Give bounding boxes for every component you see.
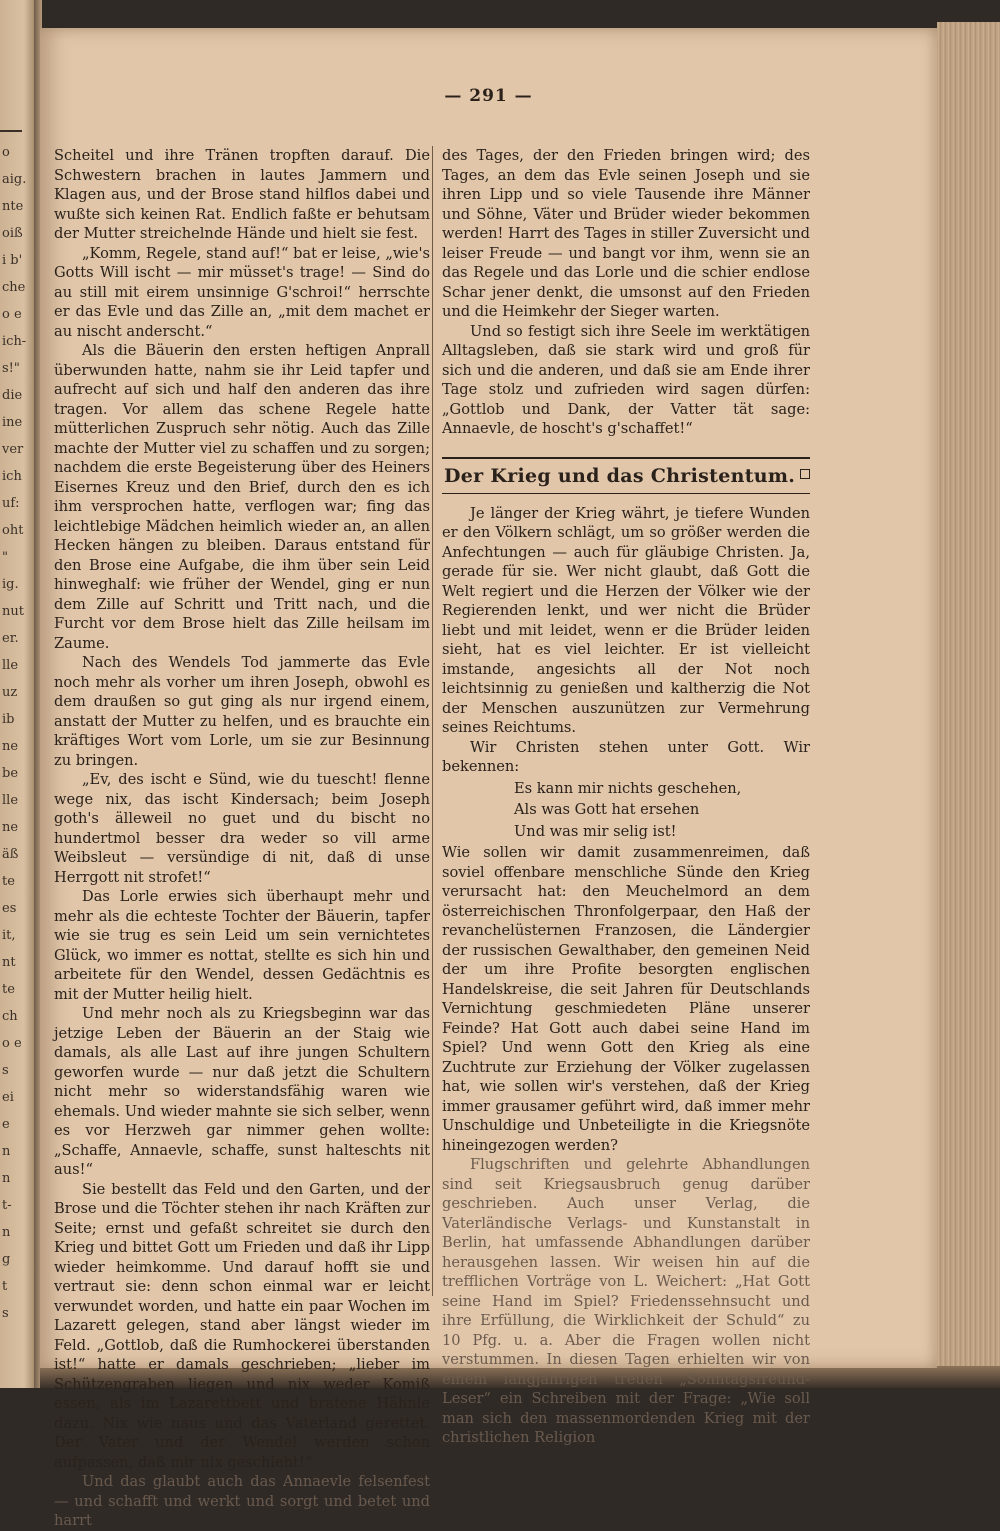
previous-page-fragment: ine: [2, 415, 23, 430]
previous-page-fragment: uz: [2, 685, 18, 700]
previous-page-fragment: ver: [2, 442, 24, 457]
previous-page-fragment: che: [2, 280, 26, 295]
previous-page-fragment: ne: [2, 820, 19, 835]
previous-page-fragment: s: [2, 1063, 9, 1078]
article-closing: Flugschriften und gelehrte Abhandlungen sind seit Kriegsausbruch genug darüber geschrieben. Auch unser Verlag, die Vaterländische Verlags- und Kunstanstalt in Berlin, hat umfassende Abhandlungen darüber herausgehen lassen. Wir weisen hin auf die trefflichen Vorträge von L. Weichert: „Hat Gott seine Hand im Spiel? Friedenssehnsucht und ihre Erfüllung, die Wirklichkeit der Schuld“ zu 10 Pfg. u. a. Aber die Fragen wollen nicht verstummen. In diesen Tagen erhielten wir von einem langjährigen treuen „Sonntagsfreund-Leser“ ein Schreiben mit der Frage: „Wie soll man sich den massenmordenden Krieg mit der christlichen Religion: [442, 1156, 810, 1446]
paragraph: Und das glaubt auch das Annaevle felsenfest — und schafft und werkt und sorgt und betet und harrt: [54, 1473, 430, 1529]
previous-page-fragment: t-: [2, 1198, 12, 1213]
right-column: [442, 146, 810, 1448]
previous-page-fragment: nte: [2, 199, 24, 214]
previous-page-fragment: te: [2, 982, 15, 997]
left-column: [54, 146, 430, 1531]
previous-page-fragment: g: [2, 1252, 11, 1267]
paragraph: des Tages, der den Frieden bringen wird; des Tages, an dem das Evle seinen Joseph und sie ihren Lipp und so viele Tausende ihre Männer und Söhne, Väter und Brüder wieder bekommen werden! Harrt des Tages in stiller Zuversicht und leiser Freude — und bangt vor ihm, wenn sie an das Regele und das Lorle und die schier endlose Schar jener denkt, die umsonst auf den Frieden und die Heimkehr der Sieger warten.: [442, 147, 810, 320]
paragraph: Das Lorle erwies sich überhaupt mehr und mehr als die echteste Tochter der Bäuerin, tapfer wie sie trug es sein Leid um sein vernichtetes Glück, wo immer es nottat, stellte es sich hin und arbeitete für den Wendel, dessen Gedächtnis es mit der Mutter heilig hielt.: [54, 888, 430, 1003]
paragraph: Scheitel und ihre Tränen tropften darauf. Die Schwestern brachen in lautes Jammern und Klagen aus, und der Brose stand hilflos dabei und wußte sich keinen Rat. Endlich faßte er behutsam der Mutter streichelnde Hände und hielt sie fest.: [54, 147, 430, 242]
article-intro: Je länger der Krieg währt, je tiefere Wunden er den Völkern schlägt, um so größer werden die Anfechtungen — auch für gläubige Christen. Ja, gerade für sie. Wer nicht glaubt, daß Gott die Welt regiert und die Herzen der Völker wie der Regierenden lenkt, und wer nicht die Brüder liebt und mit leidet, wenn er die Brüder leiden sieht, hat es viel leichter. Er ist vielleicht imstande, angesichts all der Not noch leichtsinnig zu genießen und kaltherzig die Not der Menschen auszunützen zur Vermehrung seines Reichtums.: [442, 504, 810, 736]
paragraph: „Ev, des ischt e Sünd, wie du tuescht! flenne wege nix, das ischt Kindersach; beim Joseph goth's älleweil no guet und du bischt no hundertmol besser dra weder so vill arme Weibsleut — versündige di nit, daß di unse Herrgott nit strofet!“: [54, 771, 430, 886]
previous-page-fragment: n: [2, 1225, 11, 1240]
square-ornament-icon: [800, 469, 810, 479]
previous-page-fragment: uf:: [2, 496, 20, 511]
previous-page-fragment: o e: [2, 307, 22, 322]
previous-page-fragment: t: [2, 1279, 8, 1294]
article-confession: Wir Christen stehen unter Gott. Wir bekennen:: [442, 738, 810, 775]
previous-page-fragment: s: [2, 1306, 9, 1321]
previous-page-fragment: nt: [2, 955, 16, 970]
paragraph: „Komm, Regele, stand auf!“ bat er leise, „wie's Gotts Will ischt — mir müsset's trage! — Sind do au still mit eirem unsinnige G'schroi!“ herrschte er das Evle und das Zille an, „mit dem machet er au nischt anderscht.“: [54, 244, 430, 340]
verse-line: Es kann mir nichts geschehen,: [514, 779, 742, 797]
book-page: [40, 28, 937, 1529]
previous-page-fragment: oht: [2, 523, 24, 538]
previous-page-fragment: lle: [2, 793, 19, 808]
previous-page-fragment: ne: [2, 739, 19, 754]
previous-page-fragment: lle: [2, 658, 19, 673]
previous-page-fragment: nut: [2, 604, 24, 619]
previous-page-fragment: ig.: [2, 577, 19, 592]
previous-page-fragment: oiß: [2, 226, 23, 241]
article-question: Wie sollen wir damit zusammenreimen, daß soviel offenbare menschliche Sünde den Krieg verursacht hat: den Meuchelmord an dem österreichischen Thronfolgerpaar, den Haß der revanchelüsternen Franzosen, die Ländergier der russischen Gewalthaber, den gemeinen Neid der um ihre Profite besorgten englischen Handelskreise, die seit Jahren für Deutschlands Vernichtung geschmiedeten Pläne unserer Feinde? Hat Gott auch dabei seine Hand im Spiel? Und wenn Gott den Krieg als eine Zuchtrute zur Erziehung der Völker zugelassen hat, wie sollen wir's verstehen, daß der Krieg immer grausamer geführt wird, daß immer mehr Unschuldige und Unbeteiligte in die Kriegsnöte hineingezogen werden?: [442, 844, 810, 1154]
previous-page-fragment: äß: [2, 847, 19, 862]
previous-page-fragment: o e: [2, 1036, 22, 1051]
paragraph: Als die Bäuerin den ersten heftigen Anprall überwunden hatte, nahm sie ihr Leid tapfer und aufrecht auf sich und half den anderen das ihre tragen. Vor allem das schene Regele hatte mütterlichen Zuspruch sehr nötig. Auch das Zille machte der Mutter viel zu schaffen und zu sorgen; nachdem die erste Begeisterung über des Heiners Eisernes Kreuz und den Brief, durch den es ich ihm versprochen hatte, verflogen war; fing das leichtlebige Mädchen heimlich wieder an, an allen Hecken hängen zu bleiben. Daraus entstand für den Brose eine Aufgabe, die ihm über sein Leid hinweghalf: wie früher der Wendel, ging er nun dem Zille auf Schritt und Tritt nach, und die Furcht vor dem Brose hielt das Zille heilsam im Zaume.: [54, 342, 430, 652]
previous-page-fragment: ": [2, 550, 8, 565]
previous-page-fragment: it,: [2, 928, 16, 943]
previous-page-fragment: te: [2, 874, 15, 889]
paragraph: Nach des Wendels Tod jammerte das Evle noch mehr als vorher um ihren Joseph, obwohl es dem draußen so gut ging als nur irgend einem, anstatt der Mutter zu helfen, und es brauchte ein kräftiges Wort vom Lorle, um sie zur Besinnung zu bringen.: [54, 654, 430, 769]
verse-line: Als was Gott hat ersehen: [514, 801, 700, 818]
previous-page-fragment: ib: [2, 712, 15, 727]
previous-page-fragment: es: [2, 901, 17, 916]
previous-page-fragment: i b': [2, 253, 23, 268]
previous-page-fragment: er.: [2, 631, 19, 646]
article-title: Der Krieg und das Christentum.: [444, 464, 796, 487]
previous-page-rule: [0, 130, 22, 132]
page-edges: [937, 22, 1000, 1388]
previous-page-fragment: ei: [2, 1090, 14, 1105]
previous-page-fragment: be: [2, 766, 19, 781]
paragraph: Und mehr noch als zu Kriegsbeginn war das jetzige Leben der Bäuerin an der Staig wie damals, als alle Last auf ihre jungen Schultern geworfen wurde — nur daß jetzt die Schultern nicht mehr so widerstandsfähig waren wie ehemals. Und wieder mahnte sie sich selber, wenn es vor Herzweh gar nimmer gehen wollte: „Schaffe, Annaevle, schaffe, sunst halteschts nit aus!“: [54, 1005, 430, 1178]
previous-page-strip: [0, 0, 34, 1388]
paragraph: Sie bestellt das Feld und den Garten, und der Brose und die Töchter stehen ihr nach Kräften zur Seite; ernst und gefaßt schreitet sie durch den Krieg und bittet Gott um Frieden und daß ihr Lipp wieder heimkomme. Und darauf hofft sie und vertraut sie: denn schon einmal war er leicht verwundet worden, und hatte ein paar Wochen im Lazarett gelegen, stand aber längst wieder im Feld. „Gottlob, daß die Rumhockerei überstanden ist!“ hatte er damals geschrieben; „lieber im Schützengraben liegen und nix weder Komiß essen, als im Lazarettbett und bratene Hähnle dazu. Nix wie naus und das Vaterland gerettet. Der Vater und der Wendel werden schon aufpassen, daß mir nix geschieht!“: [54, 1180, 430, 1471]
previous-page-fragment: n: [2, 1171, 11, 1186]
verse-line: Und was mir selig ist!: [514, 822, 677, 840]
previous-page-fragment: s!": [2, 361, 20, 376]
previous-page-fragment: ich-: [2, 334, 27, 349]
previous-page-fragment: aig.: [2, 172, 27, 187]
column-divider: [432, 146, 433, 1296]
previous-page-fragment: ch: [2, 1009, 18, 1024]
page-number: — 291 —: [444, 86, 533, 106]
previous-page-fragment: ich: [2, 469, 22, 484]
previous-page-fragment: die: [2, 388, 23, 403]
previous-page-fragment: n: [2, 1144, 11, 1159]
previous-page-fragment: e: [2, 1117, 10, 1132]
paragraph: Und so festigt sich ihre Seele im werktätigen Alltagsleben, daß sie stark wird und groß für sich und die anderen, und daß sie am Ende ihrer Tage stolz und zufrieden wird sagen dürfen: „Gottlob und Dank, der Vatter tät sage: Annaevle, de hoscht's g'schaffet!“: [442, 322, 810, 437]
article-heading-box: [442, 457, 810, 494]
previous-page-fragment: o: [2, 145, 10, 160]
